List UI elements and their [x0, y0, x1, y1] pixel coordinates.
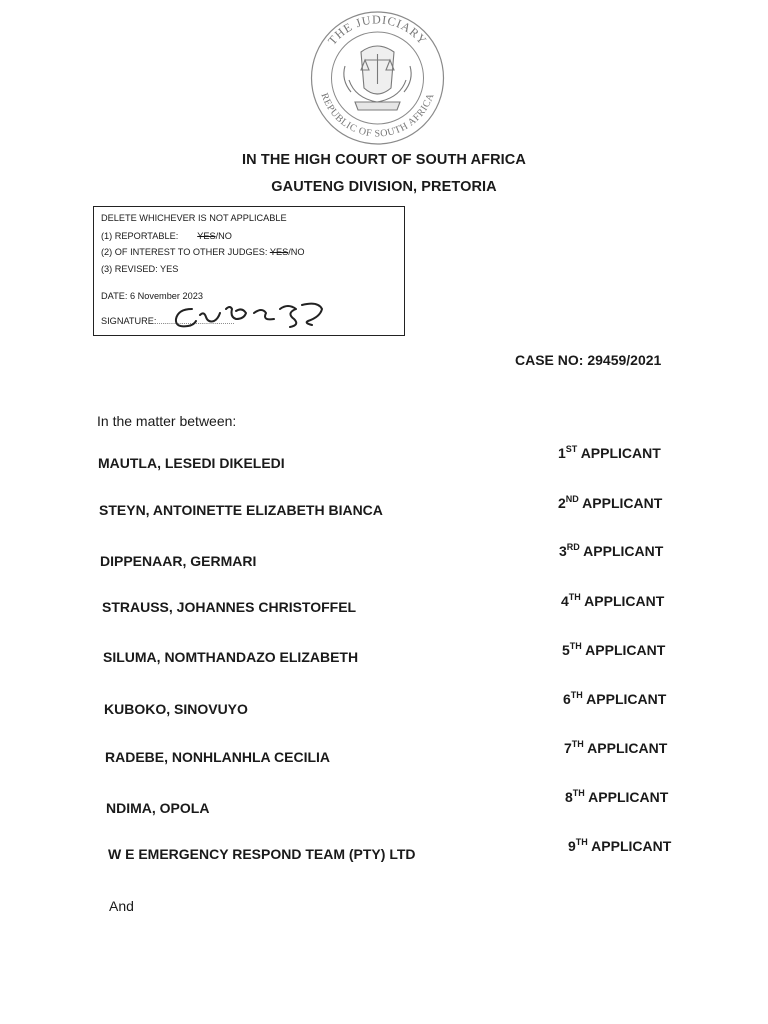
- interest-value: /NO: [288, 247, 305, 257]
- party-role: 5TH APPLICANT: [562, 641, 666, 658]
- party-name: STRAUSS, JOHANNES CHRISTOFFEL: [102, 599, 357, 615]
- party-name: NDIMA, OPOLA: [106, 800, 210, 816]
- party-name: RADEBE, NONHLANHLA CECILIA: [105, 749, 331, 765]
- seal-top-text: THE JUDICIARY: [325, 12, 430, 48]
- reportable-label: (1) REPORTABLE:: [101, 231, 179, 241]
- date-label: DATE:: [101, 291, 128, 301]
- interest-label: (2) OF INTEREST TO OTHER JUDGES:: [101, 247, 268, 257]
- svg-text:THE JUDICIARY: [325, 12, 430, 47]
- case-number: CASE NO: 29459/2021: [515, 352, 662, 368]
- party-role: 6TH APPLICANT: [563, 690, 667, 707]
- interest-line: [101, 247, 305, 259]
- party-role: 8TH APPLICANT: [565, 788, 669, 805]
- reportable-line: [101, 231, 232, 243]
- court-division: GAUTENG DIVISION, PRETORIA: [271, 179, 497, 195]
- revised-line: (3) REVISED: YES: [101, 264, 179, 274]
- party-name: SILUMA, NOMTHANDAZO ELIZABETH: [103, 649, 359, 665]
- court-name: IN THE HIGH COURT OF SOUTH AFRICA: [242, 152, 526, 168]
- party-role: 3RD APPLICANT: [559, 542, 664, 559]
- scales-emblem-icon: [344, 46, 411, 110]
- party-name: STEYN, ANTOINETTE ELIZABETH BIANCA: [99, 502, 383, 518]
- judiciary-seal: [305, 10, 450, 145]
- party-role: 4TH APPLICANT: [561, 592, 665, 609]
- party-name: W E EMERGENCY RESPOND TEAM (PTY) LTD: [108, 846, 416, 862]
- party-name: MAUTLA, LESEDI DIKELEDI: [98, 455, 285, 471]
- party-role: 1ST APPLICANT: [558, 444, 661, 461]
- and-separator: And: [109, 898, 134, 914]
- date-value: 6 November 2023: [129, 291, 203, 301]
- reportable-struck: YES: [197, 231, 216, 241]
- party-role: 2ND APPLICANT: [558, 494, 663, 511]
- handwritten-signature: [170, 295, 330, 335]
- party-role: 9TH APPLICANT: [568, 837, 672, 854]
- party-name: DIPPENAAR, GERMARI: [100, 553, 257, 569]
- seal-bottom-text: REPUBLIC OF SOUTH AFRICA: [318, 91, 437, 140]
- box-heading: DELETE WHICHEVER IS NOT APPLICABLE: [101, 213, 287, 223]
- signature-label: SIGNATURE:: [101, 316, 157, 326]
- interest-struck: YES: [269, 247, 289, 257]
- party-role: 7TH APPLICANT: [564, 739, 668, 756]
- signature-dots: ........................................: [156, 319, 235, 326]
- matter-intro: In the matter between:: [97, 413, 237, 429]
- reportable-value: /NO: [215, 231, 232, 241]
- party-name: KUBOKO, SINOVUYO: [104, 701, 248, 717]
